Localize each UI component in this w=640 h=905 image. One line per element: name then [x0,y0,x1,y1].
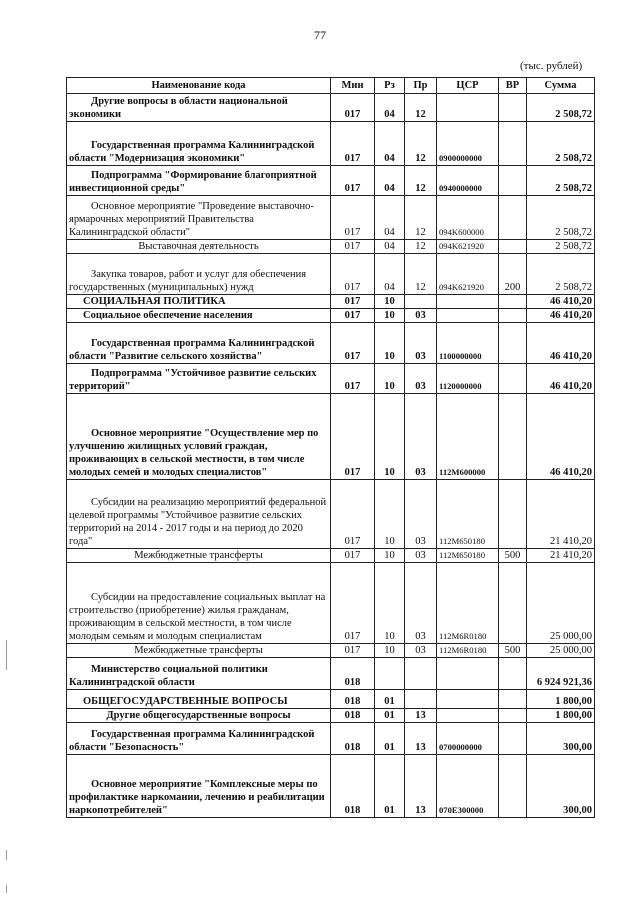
cell-csr: 112M6R0180 [437,563,499,644]
cell-vr [499,323,527,364]
cell-sum: 21 410,20 [527,480,595,549]
cell-csr [437,309,499,323]
cell-vr [499,690,527,709]
cell-csr: 0940000000 [437,166,499,196]
cell-csr: 1120000000 [437,364,499,394]
cell-sum: 1 800,00 [527,709,595,723]
table-row [67,755,595,818]
cell-min: 017 [331,309,375,323]
budget-table [66,77,595,818]
col-header-sum: Сумма [527,78,595,94]
cell-vr [499,394,527,480]
table-row [67,658,595,690]
col-header-min: Мин [331,78,375,94]
cell-rz: 10 [375,549,405,563]
cell-vr [499,755,527,818]
cell-name: Выставочная деятельность [67,240,331,254]
cell-min: 017 [331,644,375,658]
cell-name: Государственная программа Калининградской области "Модернизация экономики" [67,122,331,166]
cell-rz: 01 [375,690,405,709]
cell-vr [499,658,527,690]
cell-min: 017 [331,295,375,309]
cell-pr: 13 [405,709,437,723]
cell-min: 017 [331,549,375,563]
cell-sum: 300,00 [527,723,595,755]
cell-min: 017 [331,122,375,166]
col-header-csr: ЦСР [437,78,499,94]
cell-name: Основное мероприятие "Осуществление мер по улучшению жилищных условий граждан, проживающих в сельской местности, в том числе молодых семей и молодых специалистов" [67,394,331,480]
cell-min: 017 [331,166,375,196]
cell-name: Субсидии на реализацию мероприятий федеральной целевой программы "Устойчивое развитие сельских территорий на 2014 - 2017 годы и на период до 2020 года" [67,480,331,549]
cell-sum: 300,00 [527,755,595,818]
cell-csr: 094K621920 [437,240,499,254]
cell-vr [499,709,527,723]
table-row [67,480,595,549]
cell-vr [499,295,527,309]
cell-vr [499,723,527,755]
table-row [67,309,595,323]
cell-sum: 46 410,20 [527,364,595,394]
cell-name: Другие общегосударственные вопросы [67,709,331,723]
col-header-name: Наименование кода [67,78,331,94]
table-row [67,196,595,240]
cell-min: 018 [331,690,375,709]
cell-csr: 094K621920 [437,254,499,295]
cell-name: Подпрограмма "Устойчивое развитие сельских территорий" [67,364,331,394]
cell-sum: 6 924 921,36 [527,658,595,690]
table-row [67,644,595,658]
cell-name: Межбюджетные трансферты [67,644,331,658]
cell-csr: 1100000000 [437,323,499,364]
cell-sum: 2 508,72 [527,166,595,196]
cell-min: 017 [331,254,375,295]
cell-vr [499,166,527,196]
cell-rz: 01 [375,723,405,755]
cell-vr: 200 [499,254,527,295]
cell-min: 018 [331,755,375,818]
cell-rz: 10 [375,644,405,658]
cell-name: Межбюджетные трансферты [67,549,331,563]
cell-name: Государственная программа Калининградской области "Развитие сельского хозяйства" [67,323,331,364]
cell-rz: 04 [375,254,405,295]
cell-pr: 03 [405,394,437,480]
cell-pr: 12 [405,240,437,254]
cell-pr: 12 [405,166,437,196]
table-row [67,240,595,254]
cell-name: Подпрограмма "Формирование благоприятной инвестиционной среды" [67,166,331,196]
cell-name: Основное мероприятие "Проведение выставочно-ярмарочных мероприятий Правительства Калининградской области" [67,196,331,240]
cell-name: Субсидии на предоставление социальных выплат на строительство (приобретение) жилья гражданам, проживающим в сельской местности, в том числе молодым семьям и молодым специалистам [67,563,331,644]
cell-pr: 13 [405,755,437,818]
cell-min: 017 [331,94,375,122]
cell-name: Основное мероприятие "Комплексные меры по профилактике наркомании, лечению и реабилитации наркопотребителей" [67,755,331,818]
cell-rz: 04 [375,122,405,166]
cell-min: 017 [331,364,375,394]
cell-rz: 10 [375,480,405,549]
table-row [67,394,595,480]
cell-vr [499,196,527,240]
cell-pr: 12 [405,254,437,295]
cell-csr: 070E300000 [437,755,499,818]
cell-pr: 03 [405,364,437,394]
cell-min: 017 [331,563,375,644]
cell-sum: 21 410,20 [527,549,595,563]
cell-csr: 112M6R0180 [437,644,499,658]
cell-pr: 12 [405,94,437,122]
cell-vr: 500 [499,644,527,658]
cell-pr: 13 [405,723,437,755]
cell-csr [437,658,499,690]
cell-rz: 01 [375,755,405,818]
cell-pr: 12 [405,196,437,240]
table-row [67,254,595,295]
cell-rz: 10 [375,295,405,309]
cell-name: Социальное обеспечение населения [67,309,331,323]
page-number: 77 [314,28,326,42]
table-row [67,563,595,644]
units-label: (тыс. рублей) [520,60,583,72]
cell-csr [437,690,499,709]
cell-min: 017 [331,480,375,549]
cell-vr [499,309,527,323]
table-row [67,295,595,309]
cell-csr: 112M650180 [437,549,499,563]
cell-csr [437,709,499,723]
cell-sum: 25 000,00 [527,644,595,658]
cell-csr [437,94,499,122]
cell-min: 018 [331,709,375,723]
cell-sum: 2 508,72 [527,254,595,295]
cell-min: 017 [331,196,375,240]
cell-pr: 03 [405,323,437,364]
cell-min: 017 [331,323,375,364]
cell-rz: 10 [375,394,405,480]
cell-name: СОЦИАЛЬНАЯ ПОЛИТИКА [67,295,331,309]
cell-csr: 094K600000 [437,196,499,240]
cell-sum: 2 508,72 [527,94,595,122]
cell-min: 017 [331,394,375,480]
cell-pr [405,690,437,709]
cell-pr: 03 [405,309,437,323]
cell-min: 018 [331,723,375,755]
cell-pr: 03 [405,563,437,644]
cell-pr [405,658,437,690]
col-header-pr: Пр [405,78,437,94]
cell-sum: 46 410,20 [527,295,595,309]
cell-name: ОБЩЕГОСУДАРСТВЕННЫЕ ВОПРОСЫ [67,690,331,709]
cell-vr [499,563,527,644]
col-header-rz: Рз [375,78,405,94]
table-row [67,690,595,709]
table-row [67,549,595,563]
table-row [67,364,595,394]
cell-rz [375,658,405,690]
cell-pr: 03 [405,549,437,563]
cell-rz: 10 [375,323,405,364]
table-row [67,122,595,166]
cell-rz: 10 [375,563,405,644]
cell-vr [499,240,527,254]
cell-vr [499,480,527,549]
cell-vr [499,94,527,122]
table-row [67,709,595,723]
cell-rz: 01 [375,709,405,723]
cell-csr: 0900000000 [437,122,499,166]
cell-csr [437,295,499,309]
cell-rz: 10 [375,309,405,323]
cell-sum: 46 410,20 [527,309,595,323]
cell-name: Другие вопросы в области национальной экономики [67,94,331,122]
cell-min: 018 [331,658,375,690]
cell-csr: 0700000000 [437,723,499,755]
cell-sum: 2 508,72 [527,196,595,240]
cell-vr: 500 [499,549,527,563]
col-header-vr: ВР [499,78,527,94]
cell-sum: 1 800,00 [527,690,595,709]
cell-csr: 112M650180 [437,480,499,549]
table-row [67,323,595,364]
table-row [67,723,595,755]
cell-sum: 46 410,20 [527,323,595,364]
cell-pr: 03 [405,644,437,658]
cell-sum: 2 508,72 [527,240,595,254]
cell-sum: 46 410,20 [527,394,595,480]
table-row [67,94,595,122]
cell-pr [405,295,437,309]
cell-csr: 112M600000 [437,394,499,480]
cell-pr: 12 [405,122,437,166]
cell-rz: 04 [375,240,405,254]
cell-sum: 25 000,00 [527,563,595,644]
table-row [67,166,595,196]
cell-name: Министерство социальной политики Калининградской области [67,658,331,690]
table-header [67,78,595,94]
cell-rz: 04 [375,94,405,122]
cell-name: Закупка товаров, работ и услуг для обеспечения государственных (муниципальных) нужд [67,254,331,295]
cell-rz: 04 [375,196,405,240]
cell-pr: 03 [405,480,437,549]
cell-vr [499,122,527,166]
cell-rz: 04 [375,166,405,196]
cell-rz: 10 [375,364,405,394]
cell-name: Государственная программа Калининградской области "Безопасность" [67,723,331,755]
cell-vr [499,364,527,394]
cell-min: 017 [331,240,375,254]
cell-sum: 2 508,72 [527,122,595,166]
